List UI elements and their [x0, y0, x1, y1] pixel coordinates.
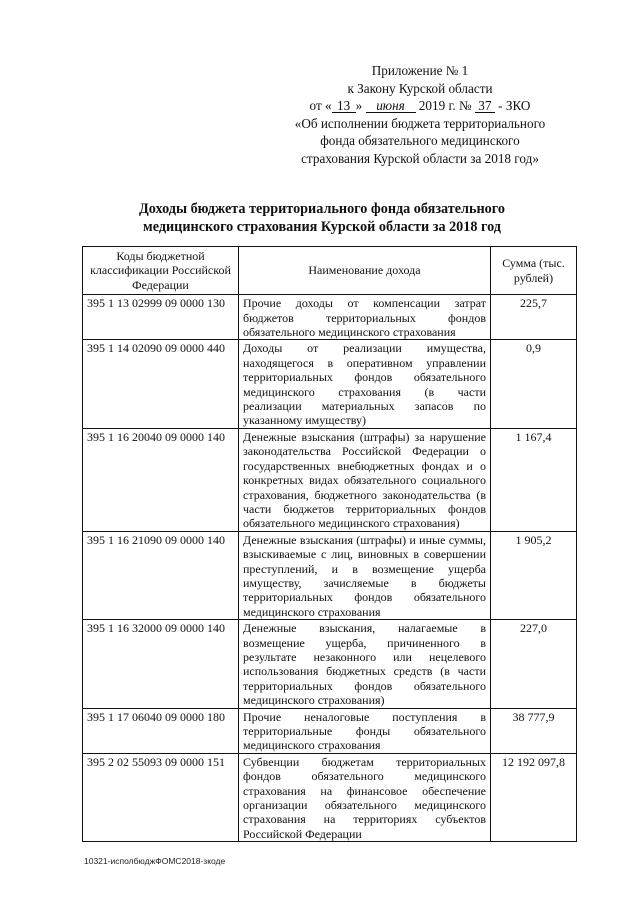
- row-code: 395 1 16 20040 09 0000 140: [83, 428, 239, 531]
- file-reference-footer: 10321-исполбюджФОМС2018-зкоде: [84, 856, 226, 866]
- row-sum: 1 905,2: [491, 531, 577, 619]
- appendix-law-title-2: фонда обязательного медицинского: [320, 133, 520, 148]
- table-header-row: [83, 247, 577, 295]
- row-name: Прочие доходы от компенсации затрат бюджетов территориальных фондов обязательного медицинского страхования: [239, 295, 491, 340]
- row-name: Доходы от реализации имущества, находящегося в оперативном управлении территориальных фондов обязательного медицинского страхования (в части реализации материальных запасов по указанному имуществу): [239, 340, 491, 428]
- appendix-month: июня: [366, 99, 416, 113]
- row-code: 395 1 14 02090 09 0000 440: [83, 340, 239, 428]
- row-code: 395 1 13 02999 09 0000 130: [83, 295, 239, 340]
- row-name: Прочие неналоговые поступления в территориальные фонды обязательного медицинского страхования: [239, 708, 491, 753]
- appendix-law-number: 37: [475, 99, 495, 113]
- row-sum: 12 192 097,8: [491, 753, 577, 841]
- appendix-day: 13: [332, 99, 356, 113]
- income-table: [82, 246, 577, 842]
- row-code: 395 1 16 32000 09 0000 140: [83, 620, 239, 708]
- appendix-header: [270, 62, 570, 167]
- header-code: Коды бюджетной классификации Российской Федерации: [83, 247, 239, 295]
- table-row: [83, 428, 577, 531]
- row-code: 395 1 17 06040 09 0000 180: [83, 708, 239, 753]
- row-sum: 225,7: [491, 295, 577, 340]
- table-row: [83, 531, 577, 619]
- row-name: Денежные взыскания (штрафы) за нарушение законодательства Российской Федерации о государственных внебюджетных фондах и о конкретных видах обязательного социального страхования, бюджетного законодательства (в части бюджетов территориальных фондов обязательного медицинского страхования): [239, 428, 491, 531]
- row-name: Денежные взыскания (штрафы) и иные суммы, взыскиваемые с лиц, виновных в совершении преступлений, и в возмещение ущерба имуществу, зачисляемые в бюджеты территориальных фондов обязательного медицинского страхования: [239, 531, 491, 619]
- table-row: [83, 295, 577, 340]
- appendix-date-line: от « 13 » июня 2019 г. № 37 - ЗКО: [309, 98, 531, 113]
- row-code: 395 2 02 55093 09 0000 151: [83, 753, 239, 841]
- row-name: Субвенции бюджетам территориальных фондов обязательного медицинского страхования на финансовое обеспечение организации обязательного медицинского страхования на территориях субъектов Российской Федерации: [239, 753, 491, 841]
- appendix-law-title-3: страхования Курской области за 2018 год»: [301, 150, 539, 166]
- row-sum: 0,9: [491, 340, 577, 428]
- table-row: [83, 620, 577, 708]
- appendix-law-reference: к Закону Курской области: [347, 80, 493, 96]
- row-sum: 1 167,4: [491, 428, 577, 531]
- row-name: Денежные взыскания, налагаемые в возмещение ущерба, причиненного в результате незаконного или нецелевого использования бюджетных средств (в части территориальных фондов обязательного медицинского страхования): [239, 620, 491, 708]
- appendix-law-title-1: «Об исполнении бюджета территориального: [294, 115, 546, 131]
- table-row: [83, 340, 577, 428]
- header-name: Наименование дохода: [239, 247, 491, 295]
- table-row: [83, 708, 577, 753]
- appendix-number: Приложение № 1: [371, 63, 469, 78]
- row-sum: 38 777,9: [491, 708, 577, 753]
- table-row: [83, 753, 577, 841]
- document-title: Доходы бюджета территориального фонда обязательного медицинского страхования Курской области за 2018 год: [139, 201, 505, 235]
- row-sum: 227,0: [491, 620, 577, 708]
- row-code: 395 1 16 21090 09 0000 140: [83, 531, 239, 619]
- header-sum: Сумма (тыс. рублей): [491, 247, 577, 295]
